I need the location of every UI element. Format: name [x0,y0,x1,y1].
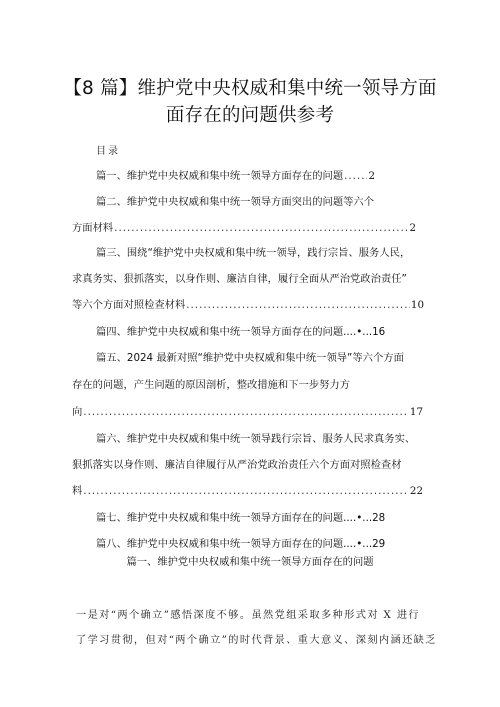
toc-leader-dots [83,484,409,498]
toc-leader-dots [83,405,409,419]
body-paragraph-line-1: 一是对“两个确立”感悟深度不够。虽然党组采取多种形式对 X 进行 [76,610,421,621]
toc-entry-3[interactable] [72,298,424,312]
doc-title-line-2: 面存在的问题供参考 [165,105,335,126]
toc-entry-6-line-1[interactable]: 篇六、维护党中央权威和集中统一领导践行宗旨、服务人民求真务实、 [96,433,416,445]
toc-entry-7[interactable]: 篇七、维护党中央权威和集中统一领导方面存在的问题....•...28 [96,512,386,524]
toc-entry-text: 篇一、维护党中央权威和集中统一领导方面存在的问题 [96,170,344,182]
toc-heading: 目录 [96,146,120,157]
toc-entry-2[interactable] [72,221,416,235]
toc-entry-text: 向 [72,406,83,418]
toc-entry-text: 料 [72,485,83,497]
toc-entry-text: 方面材料 [72,222,114,234]
toc-leader-dots [344,169,367,183]
doc-title-line-1: 【8 篇】维护党中央权威和集中统一领导方面 [63,78,437,99]
toc-entry-2-line-1[interactable]: 篇二、维护党中央权威和集中统一领导方面突出的问题等六个 [96,196,375,208]
toc-page-number: 2 [368,170,375,182]
toc-entry-1[interactable] [96,169,375,183]
toc-entry-8[interactable]: 篇八、维护党中央权威和集中统一领导方面存在的问题....•...29 [96,538,386,550]
toc-entry-4[interactable]: 篇四、维护党中央权威和集中统一领导方面存在的问题....•...16 [96,326,386,338]
toc-leader-dots [114,221,408,235]
section-heading: 篇一、维护党中央权威和集中统一领导方面存在的问题 [126,556,374,568]
toc-entry-3-line-1[interactable]: 篇三、围绕“维护党中央权威和集中统一领导，践行宗旨、服务人民， [96,247,411,259]
toc-entry-5-line-1[interactable]: 篇五、2024 最新对照“维护党中央权威和集中统一领导”等六个方面 [96,352,404,364]
toc-leader-dots [186,298,410,312]
toc-page-number: 2 [409,222,416,234]
toc-page-number: 10 [410,299,424,311]
toc-entry-text: 等六个方面对照检查材料 [72,299,186,311]
toc-page-number: 17 [409,406,423,418]
toc-entry-6-line-2[interactable]: 狠抓落实以身作则、廉洁自律履行从严治党政治责任六个方面对照检查材 [72,459,402,471]
toc-entry-6[interactable] [72,484,423,498]
body-paragraph-line-2: 了学习贯彻，但对“两个确立”的时代背景、重大意义、深刻内涵还缺乏 [76,635,437,646]
toc-entry-5-line-2[interactable]: 存在的问题，产生问题的原因剖析，整改措施和下一步努力方 [72,379,351,391]
toc-entry-3-line-2[interactable]: 求真务实、狠抓落实，以身作则、廉洁自律，履行全面从严治党政治责任” [72,273,407,285]
toc-page-number: 22 [409,485,423,497]
toc-entry-5[interactable] [72,405,423,419]
